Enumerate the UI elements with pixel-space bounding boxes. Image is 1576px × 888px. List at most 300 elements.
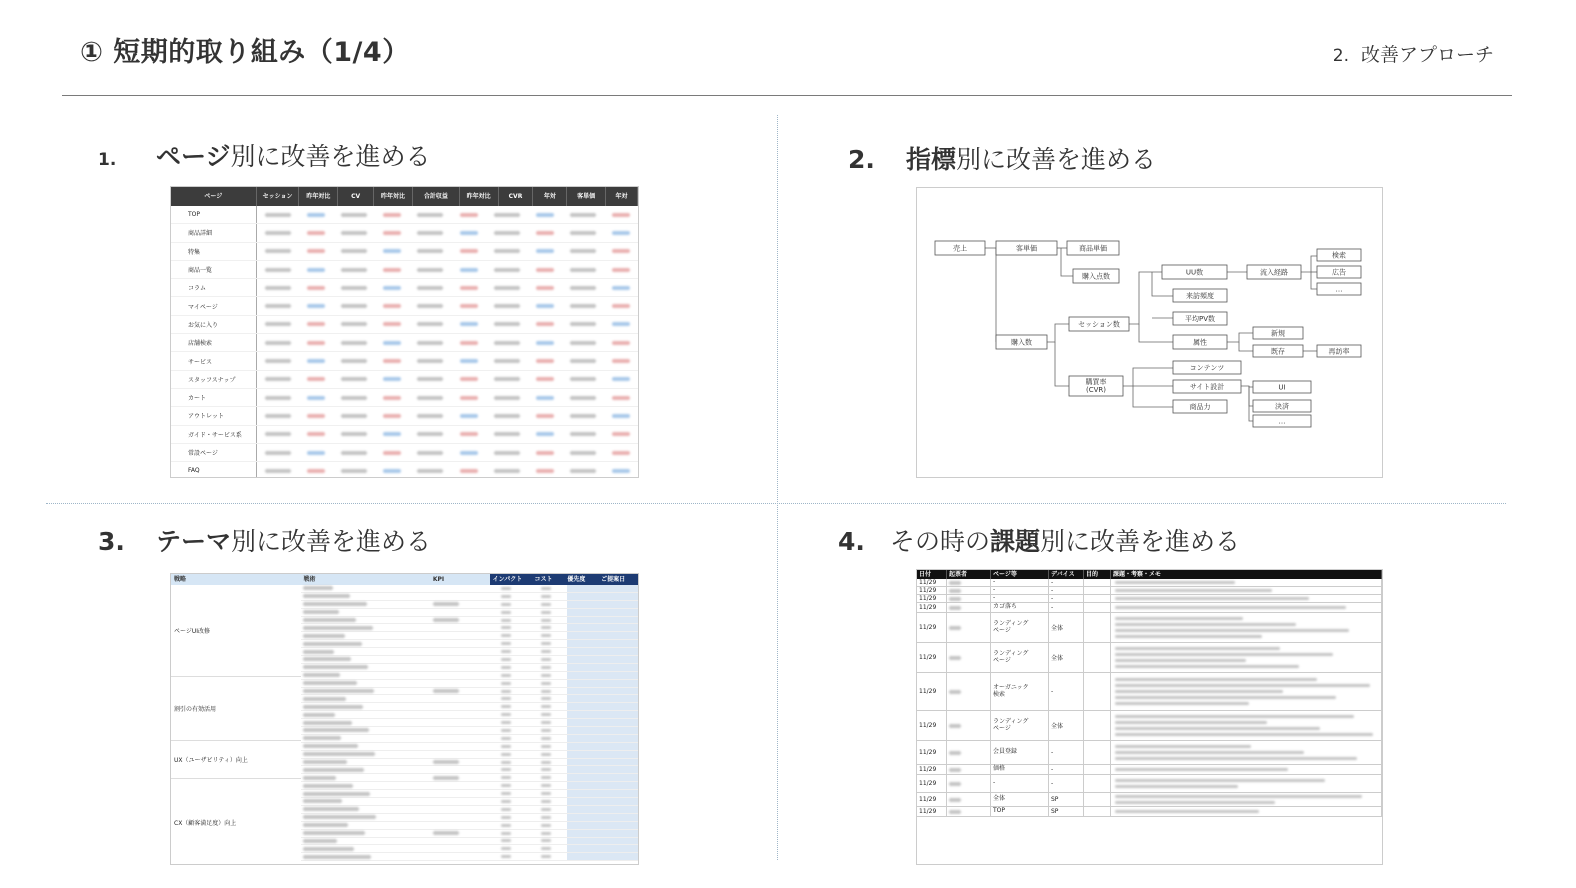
table-row xyxy=(301,609,639,617)
heading-keyword: ページ xyxy=(156,142,231,171)
date-cell: 11/29 xyxy=(917,587,947,594)
redacted-value xyxy=(1115,757,1357,760)
memo-cell xyxy=(1111,603,1382,612)
redacted-value xyxy=(307,268,325,272)
table-row xyxy=(171,426,638,444)
heading-text: 別に改善を進める xyxy=(1040,527,1241,556)
page-cell: - xyxy=(991,587,1049,594)
redacted-value xyxy=(1115,629,1349,632)
table-row xyxy=(301,695,639,703)
redacted-value xyxy=(536,249,554,253)
table-row xyxy=(917,643,1382,673)
priority-cell xyxy=(567,751,639,758)
redacted-value xyxy=(303,823,348,827)
redacted-value xyxy=(494,249,520,253)
redacted-value xyxy=(541,682,551,685)
redacted-value xyxy=(303,610,339,614)
memo-cell xyxy=(1111,579,1382,586)
page-cell: ランディング ページ xyxy=(991,613,1049,642)
redacted-value xyxy=(494,396,520,400)
redacted-value xyxy=(417,359,443,363)
redacted-value xyxy=(1115,721,1267,724)
page-name-cell: 商品一覧 xyxy=(171,261,257,278)
redacted-value xyxy=(417,231,443,235)
redacted-value xyxy=(1115,606,1346,609)
redacted-value xyxy=(612,304,630,308)
kpi-node-unit-price: 客単価 xyxy=(1016,244,1037,253)
priority-cell xyxy=(567,845,639,852)
col-strategy: 戦略 xyxy=(171,574,300,585)
purpose-cell xyxy=(1084,587,1111,594)
redacted-value xyxy=(303,839,337,843)
header-cell: 合計収益 xyxy=(413,187,460,206)
redacted-value xyxy=(303,792,370,796)
redacted-value xyxy=(265,341,291,345)
redacted-value xyxy=(501,792,511,795)
date-cell: 11/29 xyxy=(917,613,947,642)
redacted-value xyxy=(541,611,551,614)
device-cell: - xyxy=(1049,765,1084,774)
redacted-value xyxy=(417,341,443,345)
redacted-value xyxy=(1115,581,1235,584)
redacted-value xyxy=(417,286,443,290)
memo-cell xyxy=(1111,643,1382,672)
redacted-value xyxy=(541,753,551,756)
table-row xyxy=(301,838,639,846)
priority-cell xyxy=(567,703,639,710)
redacted-value xyxy=(383,304,401,308)
redacted-value xyxy=(541,705,551,708)
redacted-value xyxy=(541,666,551,669)
device-cell: SP xyxy=(1049,807,1084,816)
redacted-value xyxy=(536,213,554,217)
redacted-value xyxy=(265,322,291,326)
heading-text: 別に改善を進める xyxy=(230,142,431,171)
table-row xyxy=(301,766,639,774)
redacted-value xyxy=(501,721,511,724)
date-cell: 11/29 xyxy=(917,793,947,806)
redacted-value xyxy=(541,768,551,771)
redacted-value xyxy=(307,304,325,308)
kpi-node-new: 新規 xyxy=(1271,329,1285,338)
redacted-value xyxy=(303,799,342,803)
page-name-cell: カート xyxy=(171,389,257,406)
redacted-value xyxy=(341,359,367,363)
table-row xyxy=(301,585,639,593)
table-row xyxy=(301,672,639,680)
priority-cell xyxy=(567,759,639,766)
redacted-value xyxy=(303,831,365,835)
redacted-value xyxy=(570,249,596,253)
redacted-value xyxy=(307,249,325,253)
redacted-value xyxy=(570,414,596,418)
redacted-value xyxy=(383,414,401,418)
quadrant-4-heading xyxy=(838,522,1240,558)
redacted-value xyxy=(536,377,554,381)
purpose-cell xyxy=(1084,711,1111,740)
redacted-value xyxy=(536,432,554,436)
redacted-value xyxy=(501,634,511,637)
redacted-value xyxy=(1115,779,1325,782)
redacted-value xyxy=(417,396,443,400)
redacted-value xyxy=(265,451,291,455)
memo-cell xyxy=(1111,765,1382,774)
col-page: ページ等 xyxy=(991,570,1049,579)
group-discount: 割引の有効活用 xyxy=(171,677,301,741)
author-cell xyxy=(947,579,991,586)
priority-cell xyxy=(567,766,639,773)
redacted-value xyxy=(307,377,325,381)
heading-text: 別に改善を進める xyxy=(231,527,432,556)
redacted-value xyxy=(570,359,596,363)
redacted-value xyxy=(1115,597,1309,600)
redacted-value xyxy=(949,810,961,814)
purpose-cell xyxy=(1084,603,1111,612)
redacted-value xyxy=(303,634,345,638)
redacted-value xyxy=(949,581,961,585)
redacted-value xyxy=(612,249,630,253)
kpi-node-site-design: サイト設計 xyxy=(1189,383,1225,391)
author-cell xyxy=(947,765,991,774)
header-cell: 昨年対比 xyxy=(460,187,499,206)
redacted-value xyxy=(541,650,551,653)
redacted-value xyxy=(536,286,554,290)
priority-cell xyxy=(567,601,639,608)
table-row xyxy=(917,603,1382,613)
redacted-value xyxy=(501,784,511,787)
purpose-cell xyxy=(1084,643,1111,672)
table-row xyxy=(301,845,639,853)
table-row xyxy=(171,316,638,334)
page-title: ① 短期的取り組み（1/4） xyxy=(80,37,410,68)
redacted-value xyxy=(303,594,350,598)
table-row xyxy=(917,673,1382,711)
redacted-value xyxy=(501,674,511,677)
table-row xyxy=(301,688,639,696)
redacted-value xyxy=(265,249,291,253)
theme-strategy-table xyxy=(170,573,639,865)
purpose-cell xyxy=(1084,613,1111,642)
col-tactic: 戦術 xyxy=(300,574,429,585)
redacted-value xyxy=(1115,659,1246,662)
device-cell: - xyxy=(1049,603,1084,612)
col-purpose: 目的 xyxy=(1084,570,1111,579)
heading-prefix: その時の xyxy=(890,527,991,556)
priority-cell xyxy=(567,680,639,687)
redacted-value xyxy=(1115,727,1320,730)
page-cell: 全体 xyxy=(991,793,1049,806)
kpi-node-revisit: 再訪率 xyxy=(1328,347,1350,356)
page-name-cell: コラム xyxy=(171,279,257,296)
kpi-node-inflow: 流入経路 xyxy=(1260,268,1288,277)
device-cell: - xyxy=(1049,741,1084,764)
table-row xyxy=(301,624,639,632)
priority-cell xyxy=(567,648,639,655)
page-name-cell: 商品詳細 xyxy=(171,224,257,241)
date-cell: 11/29 xyxy=(917,595,947,602)
author-cell xyxy=(947,613,991,642)
redacted-value xyxy=(307,213,325,217)
page-name-cell: FAQ xyxy=(171,462,257,478)
redacted-value xyxy=(541,737,551,740)
redacted-value xyxy=(433,776,459,780)
redacted-value xyxy=(1115,635,1262,638)
memo-cell xyxy=(1111,711,1382,740)
table-row xyxy=(301,798,639,806)
redacted-value xyxy=(501,847,511,850)
kpi-node-sessions: セッション数 xyxy=(1078,320,1120,329)
kpi-node-item-price: 商品単価 xyxy=(1079,244,1107,253)
table-row xyxy=(171,371,638,389)
page-cell: ランディング ページ xyxy=(991,643,1049,672)
purpose-cell xyxy=(1084,741,1111,764)
redacted-value xyxy=(570,213,596,217)
redacted-value xyxy=(460,432,478,436)
page-cell: カゴ落ち xyxy=(991,603,1049,612)
author-cell xyxy=(947,643,991,672)
table-row xyxy=(301,853,639,861)
redacted-value xyxy=(341,231,367,235)
redacted-value xyxy=(570,286,596,290)
header-cell: 昨年対比 xyxy=(374,187,413,206)
quadrant-2-heading xyxy=(848,140,1156,176)
redacted-value xyxy=(265,286,291,290)
redacted-value xyxy=(612,213,630,217)
redacted-value xyxy=(433,760,459,764)
redacted-value xyxy=(303,705,363,709)
page-name-cell: ガイド・サービス系 xyxy=(171,426,257,443)
redacted-value xyxy=(949,751,961,755)
page-cell: - xyxy=(991,595,1049,602)
table-row xyxy=(917,765,1382,775)
redacted-value xyxy=(494,414,520,418)
redacted-value xyxy=(303,807,359,811)
group-page-ui: ページUI改修 xyxy=(171,585,301,677)
redacted-value xyxy=(501,690,511,693)
kpi-node-attribute: 属性 xyxy=(1193,338,1207,347)
date-cell: 11/29 xyxy=(917,711,947,740)
redacted-value xyxy=(417,414,443,418)
redacted-value xyxy=(303,689,374,693)
table-row xyxy=(171,224,638,242)
kpi-node-items-per-order: 購入点数 xyxy=(1082,272,1110,281)
priority-cell xyxy=(567,830,639,837)
redacted-value xyxy=(460,341,478,345)
redacted-value xyxy=(1115,647,1280,650)
redacted-value xyxy=(541,839,551,842)
redacted-value xyxy=(949,589,961,593)
redacted-value xyxy=(541,674,551,677)
table-row xyxy=(171,407,638,425)
group-ux: UX（ユーザビリティ）向上 xyxy=(171,741,301,779)
redacted-value xyxy=(341,414,367,418)
redacted-value xyxy=(383,322,401,326)
redacted-value xyxy=(1115,589,1272,592)
header-cell: CV xyxy=(338,187,374,206)
redacted-value xyxy=(612,451,630,455)
redacted-value xyxy=(417,469,443,473)
redacted-value xyxy=(265,268,291,272)
table-row xyxy=(917,711,1382,741)
table-body xyxy=(301,585,639,865)
table-row xyxy=(917,613,1382,643)
redacted-value xyxy=(341,396,367,400)
page-cell: オーガニック 検索 xyxy=(991,673,1049,710)
table-row xyxy=(301,814,639,822)
col-priority: 優先度 xyxy=(564,574,598,585)
table-row xyxy=(301,601,639,609)
col-proposal-date: ご提案日 xyxy=(598,574,638,585)
memo-cell xyxy=(1111,673,1382,710)
quadrant-1-heading xyxy=(98,137,431,173)
redacted-value xyxy=(501,682,511,685)
redacted-value xyxy=(570,231,596,235)
device-cell: - xyxy=(1049,595,1084,602)
redacted-value xyxy=(541,658,551,661)
redacted-value xyxy=(536,396,554,400)
table-row xyxy=(917,807,1382,817)
redacted-value xyxy=(460,304,478,308)
table-row xyxy=(917,587,1382,595)
redacted-value xyxy=(541,832,551,835)
table-row xyxy=(301,782,639,790)
redacted-value xyxy=(303,744,358,748)
redacted-value xyxy=(265,469,291,473)
page-name-cell: 特集 xyxy=(171,243,257,260)
kpi-node-cvr-sub: (CVR) xyxy=(1085,386,1107,394)
page-name-cell: アウトレット xyxy=(171,407,257,424)
redacted-value xyxy=(949,690,961,694)
table-row xyxy=(301,640,639,648)
redacted-value xyxy=(307,359,325,363)
table-row xyxy=(301,806,639,814)
purpose-cell xyxy=(1084,775,1111,792)
author-cell xyxy=(947,775,991,792)
table-row xyxy=(171,352,638,370)
table-row xyxy=(301,664,639,672)
priority-cell xyxy=(567,632,639,639)
redacted-value xyxy=(417,322,443,326)
redacted-value xyxy=(1115,696,1336,699)
redacted-value xyxy=(541,595,551,598)
redacted-value xyxy=(949,768,961,772)
table-row xyxy=(301,743,639,751)
memo-cell xyxy=(1111,741,1382,764)
table-row xyxy=(171,389,638,407)
col-date: 日付 xyxy=(917,570,947,579)
redacted-value xyxy=(612,469,630,473)
group-cx: CX（顧客満足度）向上 xyxy=(171,779,301,865)
author-cell xyxy=(947,673,991,710)
redacted-value xyxy=(501,697,511,700)
redacted-value xyxy=(433,831,459,835)
redacted-value xyxy=(501,658,511,661)
redacted-value xyxy=(433,689,459,693)
date-cell: 11/29 xyxy=(917,673,947,710)
redacted-value xyxy=(536,359,554,363)
memo-cell xyxy=(1111,807,1382,816)
redacted-value xyxy=(494,451,520,455)
redacted-value xyxy=(460,213,478,217)
redacted-value xyxy=(501,611,511,614)
priority-cell xyxy=(567,664,639,671)
table-row xyxy=(301,751,639,759)
kpi-node-product: 商品力 xyxy=(1189,403,1211,411)
redacted-value xyxy=(1115,617,1243,620)
priority-cell xyxy=(567,790,639,797)
table-row xyxy=(301,727,639,735)
redacted-value xyxy=(570,341,596,345)
redacted-value xyxy=(494,268,520,272)
redacted-value xyxy=(612,414,630,418)
redacted-value xyxy=(433,618,459,622)
redacted-value xyxy=(612,359,630,363)
redacted-value xyxy=(303,586,333,590)
redacted-value xyxy=(303,713,335,717)
redacted-value xyxy=(265,359,291,363)
priority-cell xyxy=(567,672,639,679)
redacted-value xyxy=(1115,684,1370,687)
redacted-value xyxy=(460,451,478,455)
page-cell: 会員登録 xyxy=(991,741,1049,764)
priority-cell xyxy=(567,735,639,742)
redacted-value xyxy=(541,792,551,795)
purpose-cell xyxy=(1084,595,1111,602)
redacted-value xyxy=(536,341,554,345)
redacted-value xyxy=(417,377,443,381)
redacted-value xyxy=(570,451,596,455)
priority-cell xyxy=(567,624,639,631)
table-header xyxy=(171,187,638,206)
author-cell xyxy=(947,587,991,594)
page-cell: ランディング ページ xyxy=(991,711,1049,740)
redacted-value xyxy=(501,642,511,645)
kpi-node-uu: UU数 xyxy=(1185,268,1204,277)
redacted-value xyxy=(303,728,369,732)
redacted-value xyxy=(341,213,367,217)
date-cell: 11/29 xyxy=(917,741,947,764)
redacted-value xyxy=(307,341,325,345)
heading-text: 別に改善を進める xyxy=(956,145,1157,174)
redacted-value xyxy=(570,304,596,308)
priority-cell xyxy=(567,593,639,600)
redacted-value xyxy=(570,469,596,473)
redacted-value xyxy=(949,606,961,610)
redacted-value xyxy=(303,626,373,630)
date-cell: 11/29 xyxy=(917,579,947,586)
redacted-value xyxy=(541,776,551,779)
redacted-value xyxy=(501,729,511,732)
redacted-value xyxy=(541,824,551,827)
redacted-value xyxy=(570,322,596,326)
redacted-value xyxy=(501,800,511,803)
redacted-value xyxy=(460,359,478,363)
table-row xyxy=(171,243,638,261)
table-row xyxy=(301,830,639,838)
redacted-value xyxy=(501,768,511,771)
redacted-value xyxy=(536,322,554,326)
memo-cell xyxy=(1111,793,1382,806)
redacted-value xyxy=(303,721,352,725)
table-row xyxy=(171,297,638,315)
redacted-value xyxy=(541,619,551,622)
redacted-value xyxy=(303,642,362,646)
redacted-value xyxy=(460,414,478,418)
redacted-value xyxy=(494,213,520,217)
memo-cell xyxy=(1111,775,1382,792)
table-row xyxy=(171,444,638,462)
kpi-tree-diagram xyxy=(916,187,1383,478)
